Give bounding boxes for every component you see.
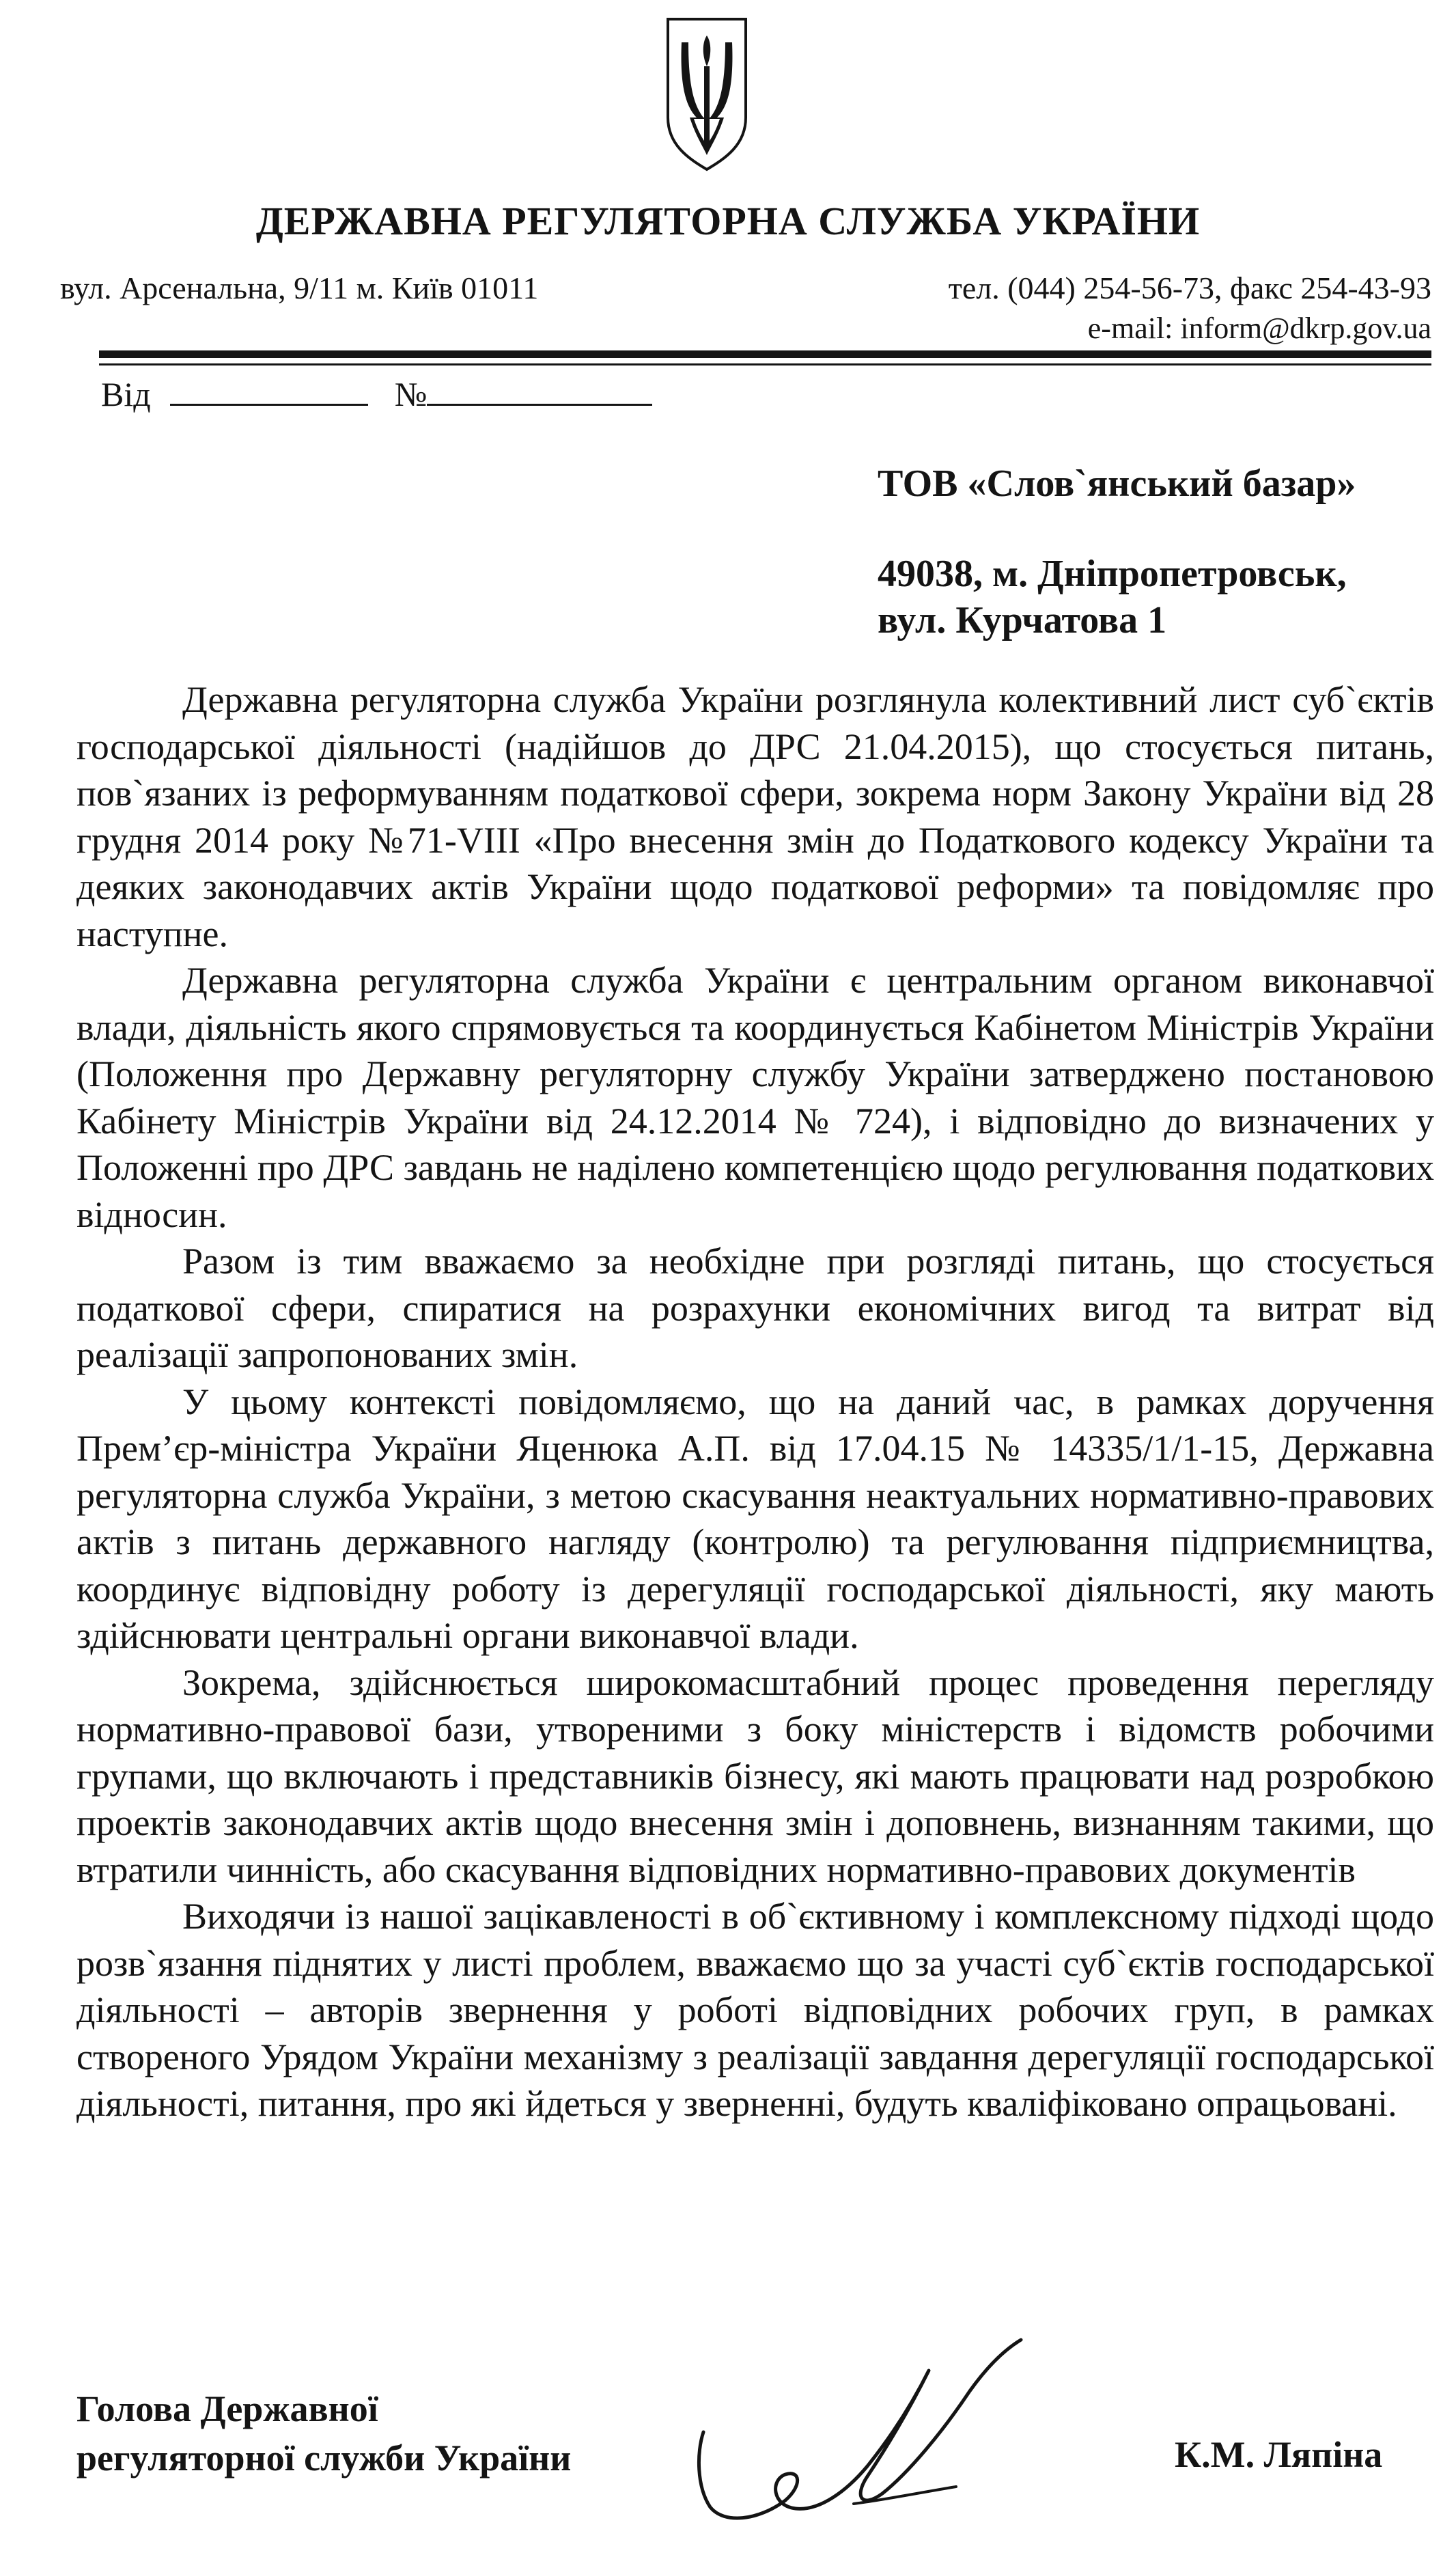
number-label: № bbox=[394, 375, 428, 413]
from-label: Від bbox=[101, 375, 151, 413]
organization-phone-fax: тел. (044) 254-56-73, факс 254-43-93 bbox=[948, 271, 1431, 305]
paragraph: Державна регуляторна служба України є центральним органом виконавчої влади, діяльність якого спрямовується та координується Кабінетом Міністрів України (Положення про Державну регуляторну службу України затверджено постановою Кабінету Міністрів України від 24.12.2014 № 724), і відповідно до визначених у Положенні про ДРС завдань не наділено компетенцією щодо регулювання податкових відносин. bbox=[76, 960, 1434, 1235]
signatory-title bbox=[76, 2384, 571, 2483]
ukraine-trident-icon bbox=[662, 15, 751, 172]
signatory-title-line2: регуляторної служби України bbox=[76, 2437, 572, 2478]
organization-address: вул. Арсенальна, 9/11 м. Київ 01011 bbox=[60, 271, 539, 305]
paragraph: Державна регуляторна служба України розглянула колективний лист суб`єктів господарської діяльності (надійшов до ДРС 21.04.2015), що стосується питань, пов`язаних із реформуванням податкової сфери, зокрема норм Закону України від 28 грудня 2014 року №71-VIII «Про внесення змін до Податкового кодексу України та деяких законодавчих актів України щодо податкової реформи» та повідомляє про наступне. bbox=[76, 679, 1434, 954]
paragraph: Разом із тим вважаємо за необхідне при розгляді питань, що стосується податкової сфери, спиратися на розрахунки економічних вигод та витрат від реалізації запропонованих змін. bbox=[76, 1241, 1434, 1375]
handwritten-signature-icon bbox=[683, 2330, 1038, 2535]
paragraph: У цьому контексті повідомляємо, що на даний час, в рамках доручення Прем’єр-міністра України Яценюка А.П. від 17.04.15 № 14335/1/1-15, Державна регуляторна служба України, з метою скасування неактуальних нормативно-правових актів з питань державного нагляду (контролю) та регулювання підприємництва, координує відповідну роботу із дерегуляції господарської діяльності, яку мають здійснювати центральні органи виконавчої влади. bbox=[76, 1381, 1434, 1656]
header-rule-thin bbox=[99, 363, 1431, 365]
organization-title: ДЕРЖАВНА РЕГУЛЯТОРНА СЛУЖБА УКРАЇНИ bbox=[255, 199, 1201, 243]
number-blank bbox=[427, 372, 652, 406]
recipient-company: ТОВ «Слов`янський базар» bbox=[878, 462, 1356, 505]
paragraph: Виходячи із нашої зацікавленості в об`єктивному і комплексному підході щодо розв`язання піднятих у листі проблем, вважаємо що за участі суб`єктів господарської діяльності – авторів звернення у роботі відповідних робочих груп, в рамках створеного Урядом України механізму з реалізації завдання дерегуляції господарської діяльності, питання, про які йдеться у зверненні, будуть кваліфіковано опрацьовані. bbox=[76, 1896, 1434, 2124]
header-rule-thick bbox=[99, 350, 1431, 358]
letter-body bbox=[76, 676, 1434, 2127]
recipient-address-line2: вул. Курчатова 1 bbox=[878, 599, 1167, 641]
organization-email: e-mail: inform@dkrp.gov.ua bbox=[1087, 312, 1431, 345]
reference-line bbox=[101, 372, 652, 414]
date-blank bbox=[170, 372, 368, 406]
recipient-address-line1: 49038, м. Дніпропетровськ, bbox=[878, 553, 1347, 595]
signatory-name: К.М. Ляпіна bbox=[1175, 2434, 1383, 2475]
paragraph: Зокрема, здійснюється широкомасштабний процес проведення перегляду нормативно-правової бази, утвореними з боку міністерств і відомств робочими групами, що включають і представників бізнесу, які мають працювати над розробкою проектів законодавчих актів щодо внесення змін і доповнень, визнанням такими, що втратили чинність, або скасування відповідних нормативно-правових документів bbox=[76, 1661, 1434, 1890]
signatory-title-line1: Голова Державної bbox=[76, 2388, 378, 2429]
